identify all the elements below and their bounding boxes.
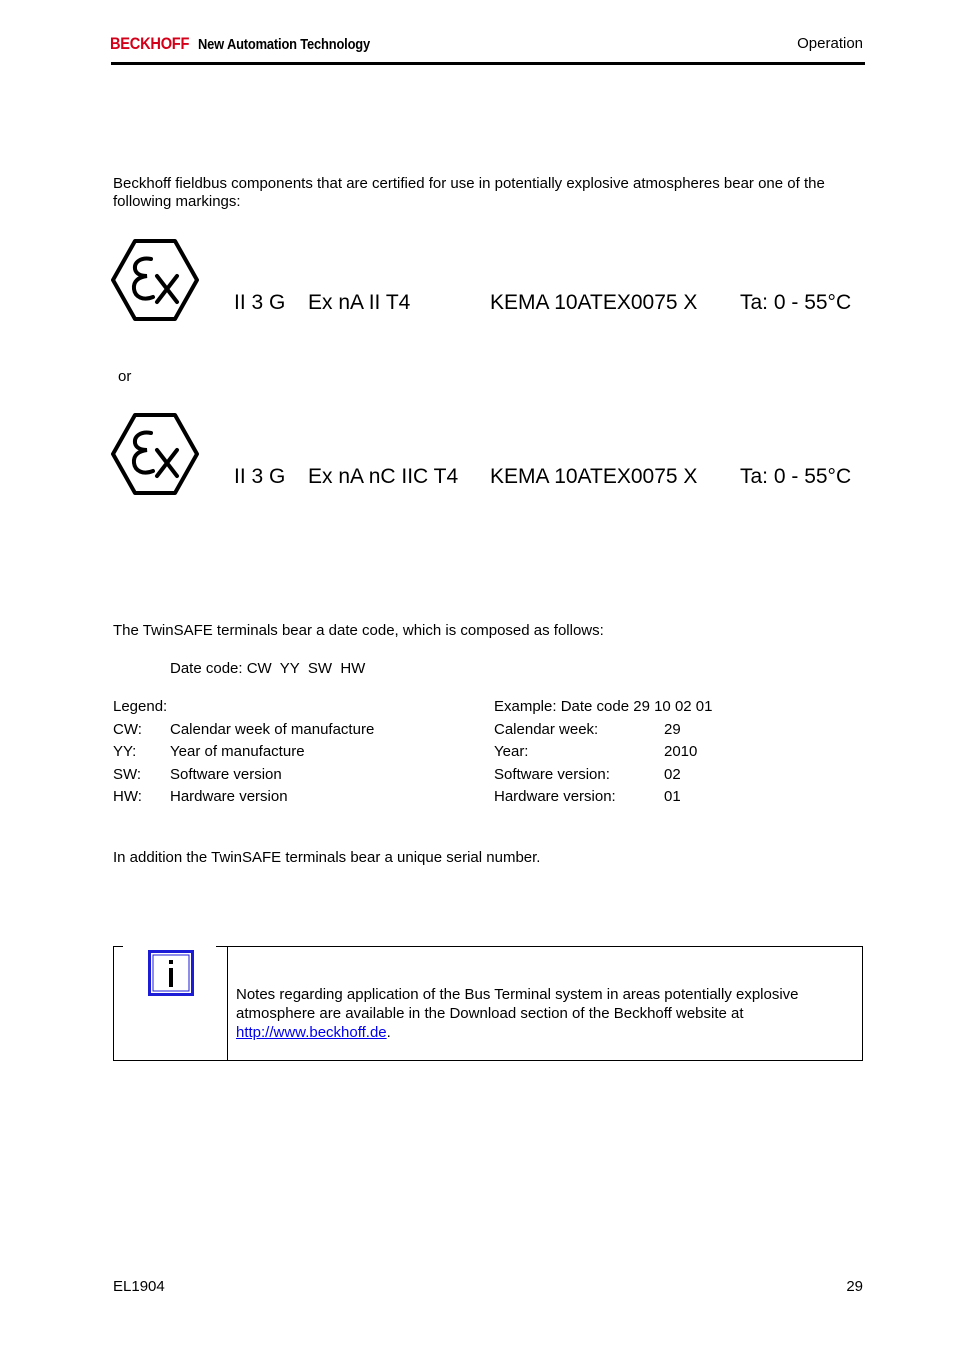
example-key: Hardware version: xyxy=(494,788,616,805)
example-key: Calendar week: xyxy=(494,721,599,738)
beckhoff-website-link[interactable]: http://www.beckhoff.de xyxy=(236,1024,387,1041)
marking-1-certificate: KEMA 10ATEX0075 X xyxy=(490,291,698,314)
or-label: or xyxy=(118,368,132,385)
footer-product: EL1904 xyxy=(113,1278,165,1295)
brand-logo xyxy=(110,34,370,56)
note-text xyxy=(236,985,851,1042)
marking-2-certificate: KEMA 10ATEX0075 X xyxy=(490,465,698,488)
serial-note: In addition the TwinSAFE terminals bear a unique serial number. xyxy=(113,849,541,866)
brand-tagline: New Automation Technology xyxy=(198,36,370,53)
legend-abbr: YY: xyxy=(113,743,137,760)
ex-atex-hexagon-icon xyxy=(111,413,199,495)
example-key: Software version: xyxy=(494,766,610,783)
note-divider xyxy=(227,947,228,1061)
note-border xyxy=(113,946,123,947)
note-suffix: . xyxy=(386,1024,391,1041)
marking-2-temperature: Ta: 0 - 55°C xyxy=(740,465,852,488)
marking-1-group: II 3 G xyxy=(234,291,286,314)
legend-abbr: CW: xyxy=(113,721,142,738)
marking-1-temperature: Ta: 0 - 55°C xyxy=(740,291,852,314)
marking-1-protection: Ex nA II T4 xyxy=(308,291,411,314)
marking-2-group: II 3 G xyxy=(234,465,286,488)
example-key: Year: xyxy=(494,743,529,760)
note-border xyxy=(216,946,863,947)
legend-desc: Hardware version xyxy=(170,788,288,805)
info-icon xyxy=(148,950,194,996)
section-title: Operation xyxy=(797,35,863,52)
legend-desc: Year of manufacture xyxy=(170,743,305,760)
legend-desc: Software version xyxy=(170,766,282,783)
legend-label: Legend: xyxy=(113,698,168,715)
legend-abbr: HW: xyxy=(113,788,142,805)
datecode-format: Date code: CW YY SW HW xyxy=(170,660,366,677)
marking-2-protection: Ex nA nC IIC T4 xyxy=(308,465,459,488)
example-value: 2010 xyxy=(664,743,698,760)
header-rule xyxy=(111,62,865,65)
example-value: 02 xyxy=(664,766,681,783)
page-number: 29 xyxy=(846,1278,863,1295)
ex-atex-hexagon-icon xyxy=(111,239,199,321)
legend-abbr: SW: xyxy=(113,766,142,783)
intro-paragraph: Beckhoff fieldbus components that are certified for use in potentially explosive atmospheres bear one of the following markings: xyxy=(113,175,825,210)
brand-name: BECKHOFF xyxy=(110,34,190,53)
legend-desc: Calendar week of manufacture xyxy=(170,721,375,738)
example-label: Example: Date code 29 10 02 01 xyxy=(494,698,713,715)
example-value: 01 xyxy=(664,788,681,805)
example-value: 29 xyxy=(664,721,681,738)
datecode-intro: The TwinSAFE terminals bear a date code, which is composed as follows: xyxy=(113,622,604,639)
note-body: Notes regarding application of the Bus Terminal system in areas potentially explosive atmosphere are available in the Download section of the Beckhoff website at xyxy=(236,986,799,1022)
